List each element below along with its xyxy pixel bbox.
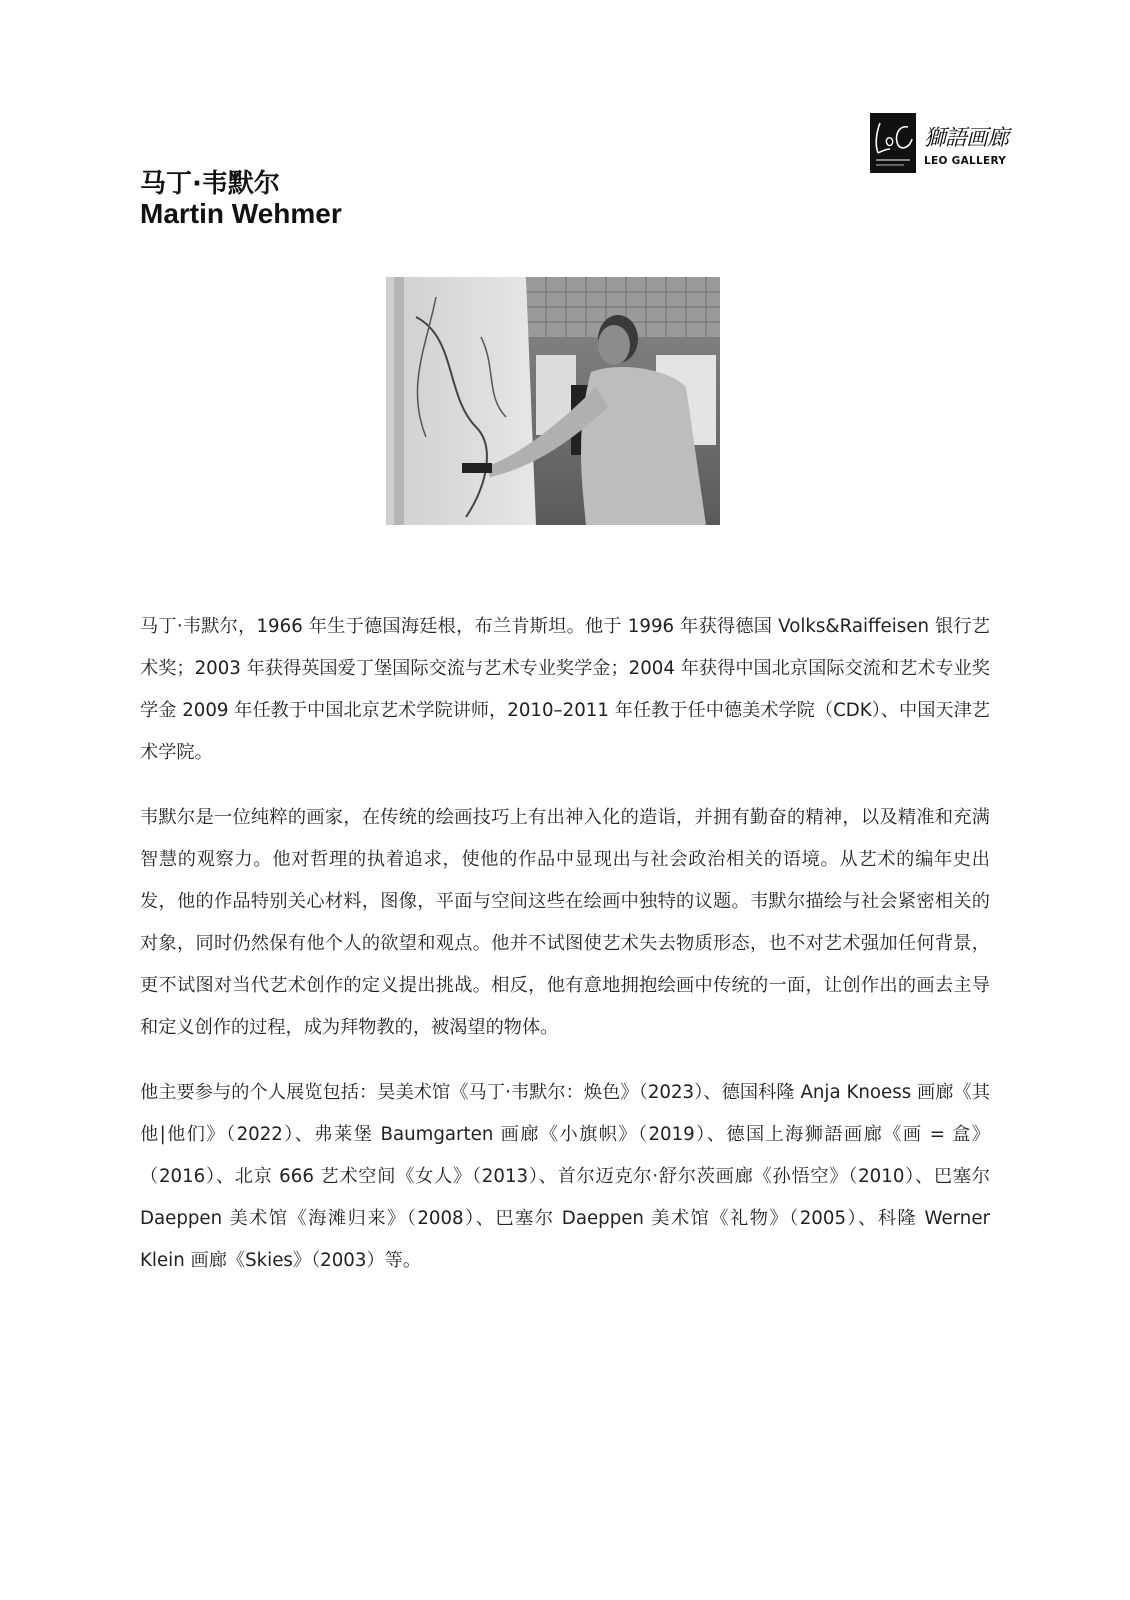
biography-paragraph: 马丁·韦默尔，1966 年生于德国海廷根，布兰肯斯坦。他于 1996 年获得德国 Volks&Raiffeisen 银行艺术奖；2003 年获得英国爱丁堡国际交流与艺术专业奖学金；2004 年获得中国北京国际交流和艺术专业奖学金 2009 年任教于中国北京艺术学院讲师，2010–2011 年任教于任中德美术学院（CDK）、中国天津艺术学院。 (140, 616, 990, 763)
artist-portrait-photo (386, 277, 720, 525)
gallery-logo (870, 113, 1020, 173)
logo-english-name: LEO GALLERY (924, 155, 1007, 167)
logo-mark-icon (870, 113, 916, 173)
exhibitions-paragraph: 他主要参与的个人展览包括：昊美术馆《马丁·韦默尔：焕色》（2023）、德国科隆 Anja Knoess 画廊《其他|他们》（2022）、弗莱堡 Baumgarten 画廊《小旗帜》（2019）、德国上海狮語画廊《画 = 盒》（2016）、北京 666 艺术空间《女人》（2013）、首尔迈克尔·舒尔茨画廊《孙悟空》（2010）、巴塞尔 Daeppen 美术馆《海滩归来》（2008）、巴塞尔 Daeppen 美术馆《礼物》（2005）、科隆 Werner Klein 画廊《Skies》（2003）等。 (140, 1082, 990, 1271)
artist-name-chinese: 马丁·韦默尔 (140, 169, 280, 199)
biography-paragraph: 韦默尔是一位纯粹的画家，在传统的绘画技巧上有出神入化的造诣，并拥有勤奋的精神，以及精准和充满智慧的观察力。他对哲理的执着追求，使他的作品中显现出与社会政治相关的语境。从艺术的编年史出发，他的作品特别关心材料，图像，平面与空间这些在绘画中独特的议题。韦默尔描绘与社会紧密相关的对象，同时仍然保有他个人的欲望和观点。他并不试图使艺术失去物质形态，也不对艺术强加任何背景，更不试图对当代艺术创作的定义提出挑战。相反，他有意地拥抱绘画中传统的一面，让创作出的画去主导和定义创作的过程，成为拜物教的，被渴望的物体。 (140, 807, 990, 1038)
artist-name-english: Martin Wehmer (140, 198, 342, 229)
logo-chinese-name: 獅語画廊 (924, 126, 1009, 151)
biography-text (140, 606, 990, 1305)
